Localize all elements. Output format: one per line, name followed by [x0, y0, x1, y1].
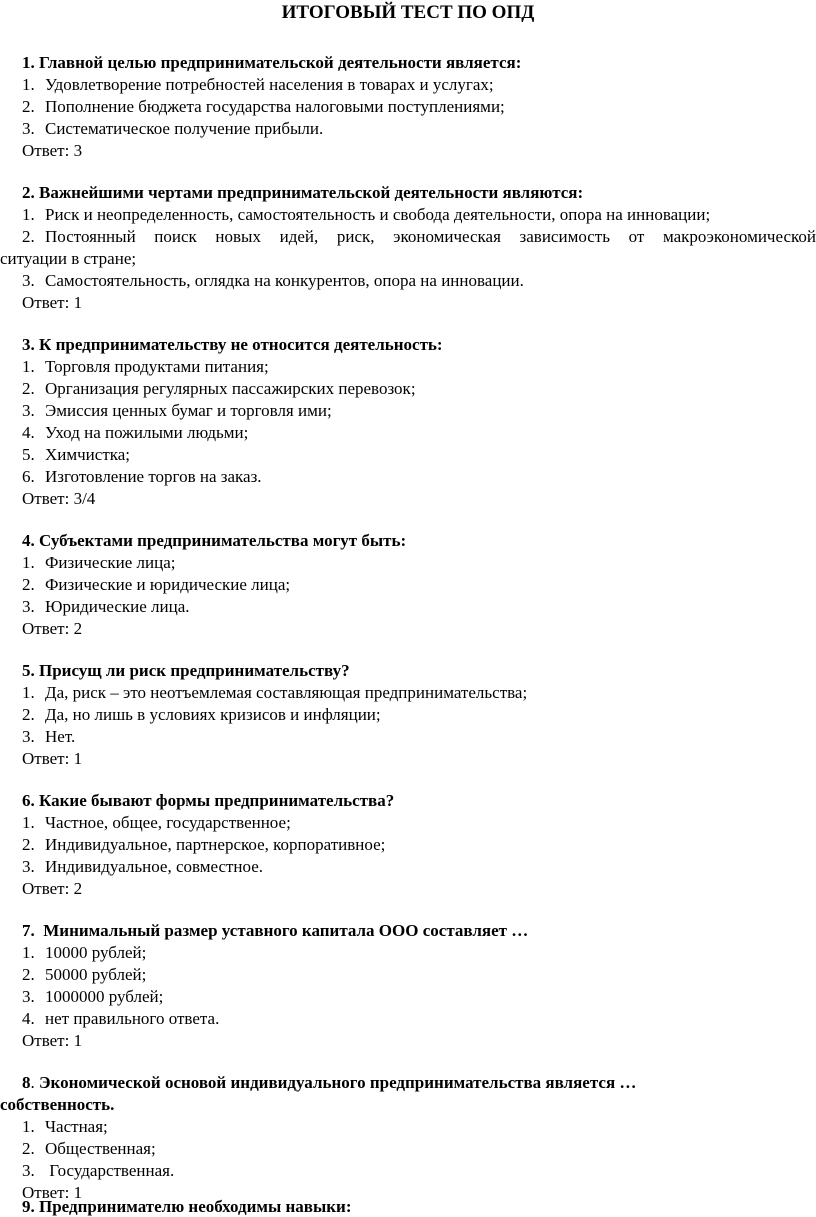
question-text: Важнейшими чертами предпринимательской деятельности являются:	[39, 183, 584, 202]
answer: Ответ: 3	[22, 141, 83, 160]
answer: Ответ: 3/4	[22, 489, 96, 508]
question-1	[22, 52, 521, 73]
question-number: 2.	[22, 183, 35, 202]
question-text: Какие бывают формы предпринимательства?	[39, 791, 395, 810]
option: 1. Частная;	[22, 1117, 108, 1136]
option: 3. Государственная.	[22, 1161, 175, 1180]
answer: Ответ: 1	[22, 1183, 83, 1202]
question-number: 9.	[22, 1197, 35, 1216]
option: 2. Постоянный поиск новых идей, риск, экономическая зависимость от макроэкономической	[22, 227, 816, 246]
option: 3. Систематическое получение прибыли.	[22, 119, 324, 138]
question-text: Присущ ли риск предпринимательству?	[39, 661, 350, 680]
answer: Ответ: 1	[22, 1031, 83, 1050]
option: 3. Эмиссия ценных бумаг и торговля ими;	[22, 401, 332, 420]
question-text: К предпринимательству не относится деятельность:	[39, 335, 443, 354]
option: 4. нет правильного ответа.	[22, 1009, 220, 1028]
question-number: 6.	[22, 791, 35, 810]
question-5	[22, 660, 350, 681]
option: 3. Нет.	[22, 727, 76, 746]
question-number: 3.	[22, 335, 35, 354]
question-text: Предпринимателю необходимы навыки:	[39, 1197, 352, 1216]
question-number: 8	[22, 1073, 31, 1092]
question-text: Главной целью предпринимательской деятельности является:	[39, 53, 522, 72]
question-number: 1.	[22, 53, 35, 72]
document-title: ИТОГОВЫЙ ТЕСТ ПО ОПД	[281, 2, 535, 23]
question-2	[22, 182, 583, 203]
option: 3. Индивидуальное, совместное.	[22, 857, 264, 876]
question-4	[22, 530, 406, 551]
option: 3. 1000000 рублей;	[22, 987, 164, 1006]
option: 2. Индивидуальное, партнерское, корпоративное;	[22, 835, 386, 854]
answer: Ответ: 1	[22, 293, 83, 312]
option-continuation: ситуации в стране;	[0, 249, 137, 268]
option: 3. Самостоятельность, оглядка на конкурентов, опора на инновации.	[22, 271, 524, 290]
question-8: 8. Экономической основой индивидуального предпринимательства является …	[22, 1073, 637, 1092]
option: 1. Частное, общее, государственное;	[22, 813, 291, 832]
option: 1. Да, риск – это неотъемлемая составляющая предпринимательства;	[22, 683, 528, 702]
question-9	[22, 1196, 351, 1217]
option: 2. Физические и юридические лица;	[22, 575, 291, 594]
question-text-continuation: собственность.	[0, 1095, 115, 1114]
option: 1. Удовлетворение потребностей населения в товарах и услугах;	[22, 75, 494, 94]
option: 1. 10000 рублей;	[22, 943, 147, 962]
option: 5. Химчистка;	[22, 445, 131, 464]
option: 1. Торговля продуктами питания;	[22, 357, 269, 376]
option: 2. Пополнение бюджета государства налоговыми поступлениями;	[22, 97, 505, 116]
answer: Ответ: 1	[22, 749, 83, 768]
question-text: Минимальный размер уставного капитала ООО составляет …	[43, 921, 529, 940]
question-number: 4.	[22, 531, 35, 550]
question-text: Субъектами предпринимательства могут быть:	[39, 531, 407, 550]
question-number: 5.	[22, 661, 35, 680]
option: 6. Изготовление торгов на заказ.	[22, 467, 262, 486]
option: 2. Организация регулярных пассажирских перевозок;	[22, 379, 416, 398]
question-3	[22, 334, 443, 355]
option: 2. 50000 рублей;	[22, 965, 147, 984]
option: 2. Общественная;	[22, 1139, 156, 1158]
question-7	[22, 920, 528, 941]
option: 2. Да, но лишь в условиях кризисов и инфляции;	[22, 705, 381, 724]
answer: Ответ: 2	[22, 879, 83, 898]
option: 3. Юридические лица.	[22, 597, 190, 616]
answer: Ответ: 2	[22, 619, 83, 638]
question-6	[22, 790, 394, 811]
question-text: Экономической основой индивидуального предпринимательства является …	[39, 1073, 637, 1092]
question-number: 7.	[22, 921, 35, 940]
option: 1. Риск и неопределенность, самостоятельность и свобода деятельности, опора на инновации;	[22, 205, 711, 224]
option: 1. Физические лица;	[22, 553, 176, 572]
option: 4. Уход на пожилыми людьми;	[22, 423, 249, 442]
